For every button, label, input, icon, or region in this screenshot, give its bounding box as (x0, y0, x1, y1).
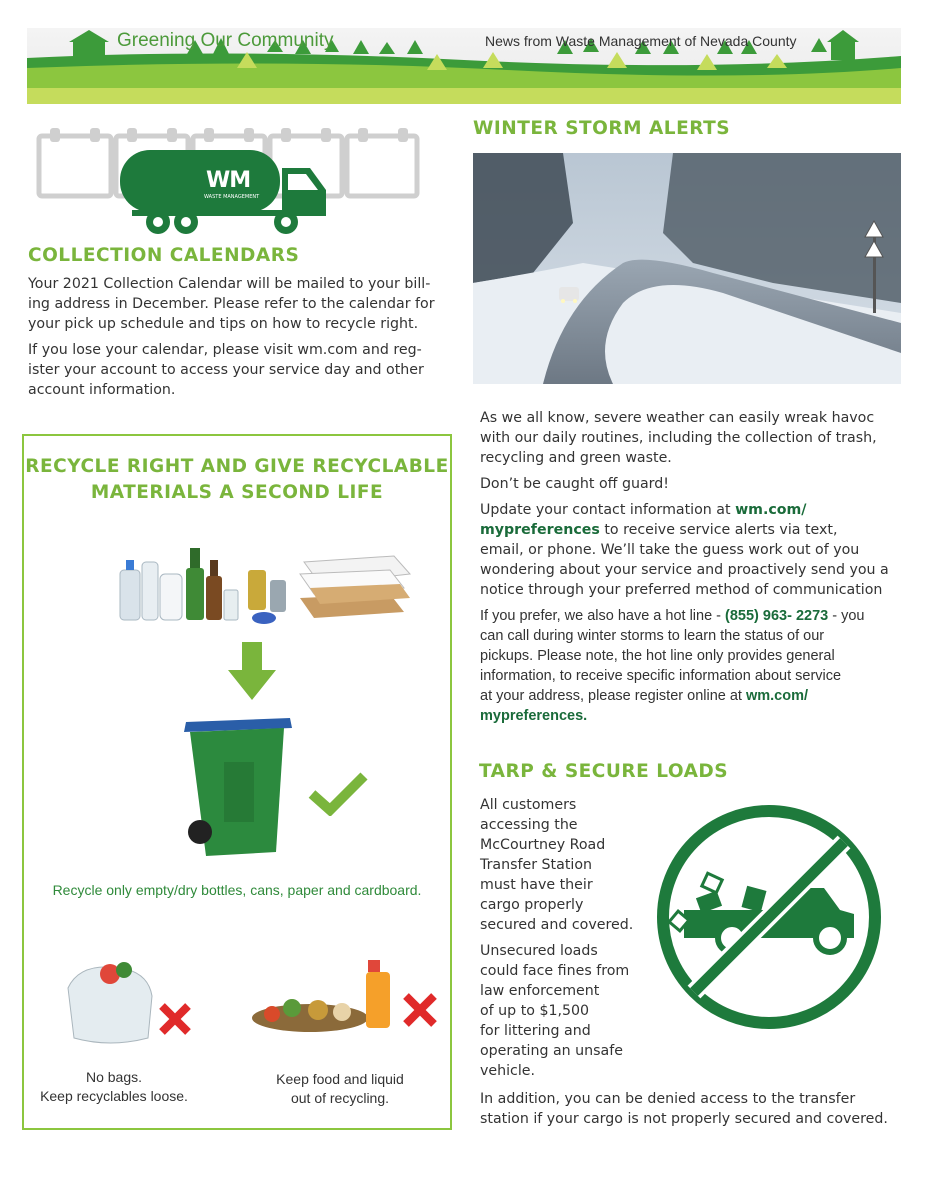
winter-para4-line: information, to receive specific information about service (480, 668, 842, 684)
tarp-para1-line: All customers (480, 797, 577, 813)
paper-cardboard-icon (300, 556, 410, 618)
winter-para3-prefix: Update your contact information at (480, 502, 736, 518)
tarp-para2-line: for littering and (480, 1023, 591, 1039)
collection-para2-line: account information. (28, 382, 176, 398)
winter-para4-prefix: If you prefer, we also have a hot line - (480, 608, 726, 624)
no-bags-line2: Keep recyclables loose. (40, 1088, 188, 1104)
wm-logo-subtext: WASTE MANAGEMENT (204, 194, 260, 200)
wm-logo: WM (206, 168, 251, 193)
tarp-para3-line: station if your cargo is not properly secured and covered. (480, 1111, 888, 1127)
tarp-para2-line: Unsecured loads (480, 943, 598, 959)
collection-heading: COLLECTION CALENDARS (28, 245, 300, 266)
winter-para4-line: can call during winter storms to learn the status of our (480, 628, 825, 644)
collection-para1-line: ing address in December. Please refer to the calendar for (28, 296, 435, 312)
tarp-para1-line: secured and covered. (480, 917, 634, 933)
no-unsecured-load-icon (654, 802, 884, 1032)
winter-para1-line: As we all know, severe weather can easily wreak havoc (480, 410, 875, 426)
recycle-caption: Recycle only empty/dry bottles, cans, paper and cardboard. (52, 882, 422, 898)
winter-para4-line: pickups. Please note, the hot line only provides general (480, 648, 835, 664)
mypreferences-link[interactable]: mypreferences (480, 522, 600, 538)
snowy-road-photo (473, 153, 901, 384)
recyclables-illustration (114, 540, 414, 626)
red-x-icon (162, 1006, 188, 1032)
recycling-cart-icon (180, 712, 296, 862)
food-caption (260, 1070, 420, 1108)
mypreferences-link[interactable]: wm.com/ (745, 688, 809, 704)
plastic-bag-icon (60, 952, 200, 1052)
winter-para3-line: to receive service alerts via text, (599, 522, 838, 538)
tarp-para1-line: Transfer Station (480, 857, 592, 873)
tarp-para1-line: cargo properly (480, 897, 584, 913)
food-line1: Keep food and liquid (276, 1071, 404, 1087)
collection-para1-line: your pick up schedule and tips on how to recycle right. (28, 316, 419, 332)
tarp-para2-line: of up to $1,500 (480, 1003, 590, 1019)
tarp-body-column (480, 795, 660, 1087)
recycle-right-box (22, 434, 452, 1130)
mypreferences-link[interactable]: mypreferences. (480, 708, 588, 724)
tarp-para3-line: In addition, you can be denied access to the transfer (480, 1091, 856, 1107)
no-bags-caption (34, 1068, 194, 1106)
tarp-heading: TARP & SECURE LOADS (479, 761, 729, 782)
winter-para3-line: wondering about your service and proactively send you a (480, 562, 889, 578)
tarp-para2-line: vehicle. (480, 1063, 536, 1079)
winter-para4-last-prefix: at your address, please register online at (480, 688, 746, 704)
winter-para1-line: with our daily routines, including the collection of trash, (480, 430, 877, 446)
glass-bottles-icon (186, 548, 238, 620)
collection-para2-line: If you lose your calendar, please visit wm.com and reg- (28, 342, 422, 358)
winter-heading: WINTER STORM ALERTS (473, 118, 731, 139)
recycle-heading (24, 454, 450, 506)
food-line2: out of recycling. (290, 1090, 390, 1106)
food-waste-icon (248, 952, 448, 1042)
collection-para2-line: ister your account to access your service day and other (28, 362, 424, 378)
calendar-truck-illustration (36, 124, 422, 236)
winter-para1-line: recycling and green waste. (480, 450, 672, 466)
cans-icon (248, 570, 286, 624)
tarp-para2-line: law enforcement (480, 983, 600, 999)
down-arrow-icon (228, 642, 276, 700)
tarp-para2-line: operating an unsafe (480, 1043, 623, 1059)
tarp-para2-line: could face fines from (480, 963, 630, 979)
winter-body (480, 408, 902, 732)
no-bags-line1: No bags. (85, 1069, 143, 1085)
tarp-para1-line: must have their (480, 877, 593, 893)
tarp-para1-line: McCourtney Road (480, 837, 606, 853)
tarp-denied-text (480, 1089, 900, 1129)
winter-para3-line: email, or phone. We’ll take the guess work out of you (480, 542, 860, 558)
red-x-icon (406, 996, 434, 1024)
winter-para3-line: notice through your preferred method of communication (480, 582, 883, 598)
check-mark-icon (308, 772, 368, 816)
recycle-heading-line1: RECYCLE RIGHT AND GIVE RECYCLABLE (25, 456, 449, 477)
banner-title: Greening Our Community (117, 30, 334, 51)
plastic-bottles-icon (120, 560, 182, 620)
tarp-para1-line: accessing the (480, 817, 578, 833)
hotline-number[interactable]: (855) 963- 2273 (725, 608, 829, 624)
winter-para4-suffix: - you (828, 608, 865, 624)
collection-para1-line: Your 2021 Collection Calendar will be mailed to your bill- (28, 276, 431, 292)
collection-body (28, 274, 458, 406)
banner-subtitle: News from Waste Management of Nevada County (485, 33, 797, 49)
recycle-heading-line2: MATERIALS A SECOND LIFE (90, 482, 384, 503)
winter-para2: Don’t be caught off guard! (480, 476, 669, 492)
mypreferences-link[interactable]: wm.com/ (735, 502, 807, 518)
header-banner (27, 28, 901, 104)
